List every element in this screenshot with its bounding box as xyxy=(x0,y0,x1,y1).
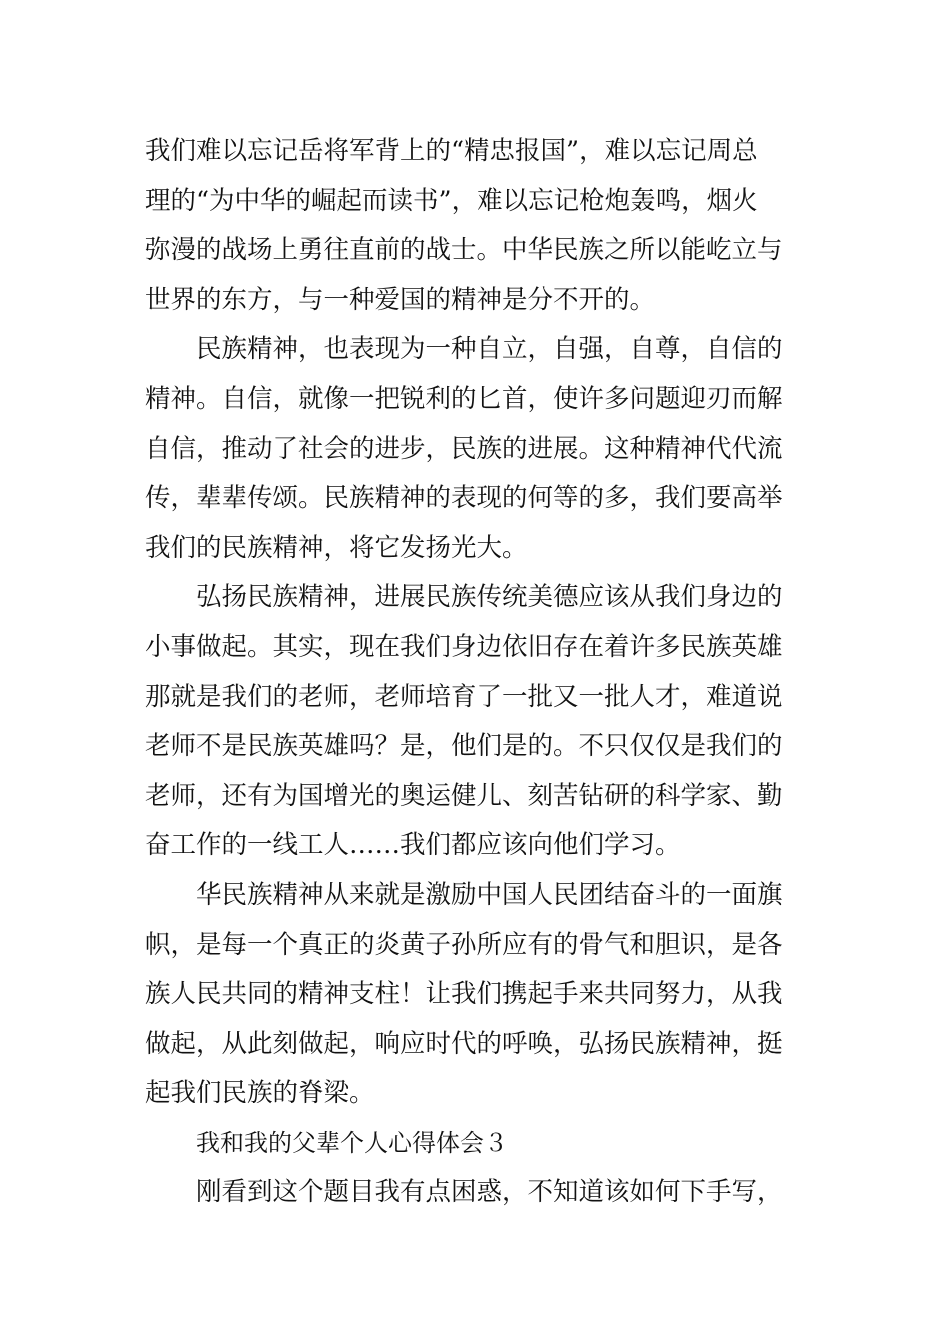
text-line: 民族精神，也表现为一种自立，自强，自尊，自信的 xyxy=(196,334,783,365)
text-line: 世界的东方，与一种爱国的精神是分不开的。 xyxy=(145,284,656,315)
text-line: 老师，还有为国增光的奥运健儿、刻苦钻研的科学家、勤 xyxy=(145,780,783,811)
text-line: 精神。自信，就像一把锐利的匕首，使许多问题迎刃而解 xyxy=(145,383,783,414)
text-line: 做起，从此刻做起，响应时代的呼唤，弘扬民族精神，挺 xyxy=(145,1028,783,1059)
text-line: 那就是我们的老师，老师培育了一批又一批人才，难道说 xyxy=(145,681,783,712)
text-line: 老师不是民族英雄吗？是，他们是的。不只仅仅是我们的 xyxy=(145,731,783,762)
text-line: 传，辈辈传颂。民族精神的表现的何等的多，我们要高举 xyxy=(145,483,783,514)
text-line: 我们难以忘记岳将军背上的“精忠报国”，难以忘记周总 xyxy=(145,136,758,166)
text-line: 帜，是每一个真正的炎黄子孙所应有的骨气和胆识，是各 xyxy=(145,929,783,960)
text-line: 小事做起。其实，现在我们身边依旧存在着许多民族英雄 xyxy=(145,631,783,662)
text-line: 弥漫的战场上勇往直前的战士。中华民族之所以能屹立与 xyxy=(145,235,783,266)
section-heading: 我和我的父辈个人心得体会３ xyxy=(196,1128,508,1157)
document-body xyxy=(145,127,810,1218)
text-line: 我们的民族精神，将它发扬光大。 xyxy=(145,532,528,563)
text-line: 奋工作的一线工人……我们都应该向他们学习。 xyxy=(145,830,681,861)
text-line: 弘扬民族精神，进展民族传统美德应该从我们身边的 xyxy=(196,582,783,613)
text-line: 起我们民族的脊梁。 xyxy=(145,1078,375,1109)
text-line: 族人民共同的精神支柱！让我们携起手来共同努力，从我 xyxy=(145,979,783,1010)
text-line: 理的“为中华的崛起而读书”，难以忘记枪炮轰鸣，烟火 xyxy=(145,185,758,216)
text-line: 刚看到这个题目我有点困惑，不知道该如何下手写， xyxy=(196,1177,783,1208)
text-line: 华民族精神从来就是激励中国人民团结奋斗的一面旗 xyxy=(196,879,783,910)
text-line: 自信，推动了社会的进步，民族的进展。这种精神代代流 xyxy=(145,433,783,464)
